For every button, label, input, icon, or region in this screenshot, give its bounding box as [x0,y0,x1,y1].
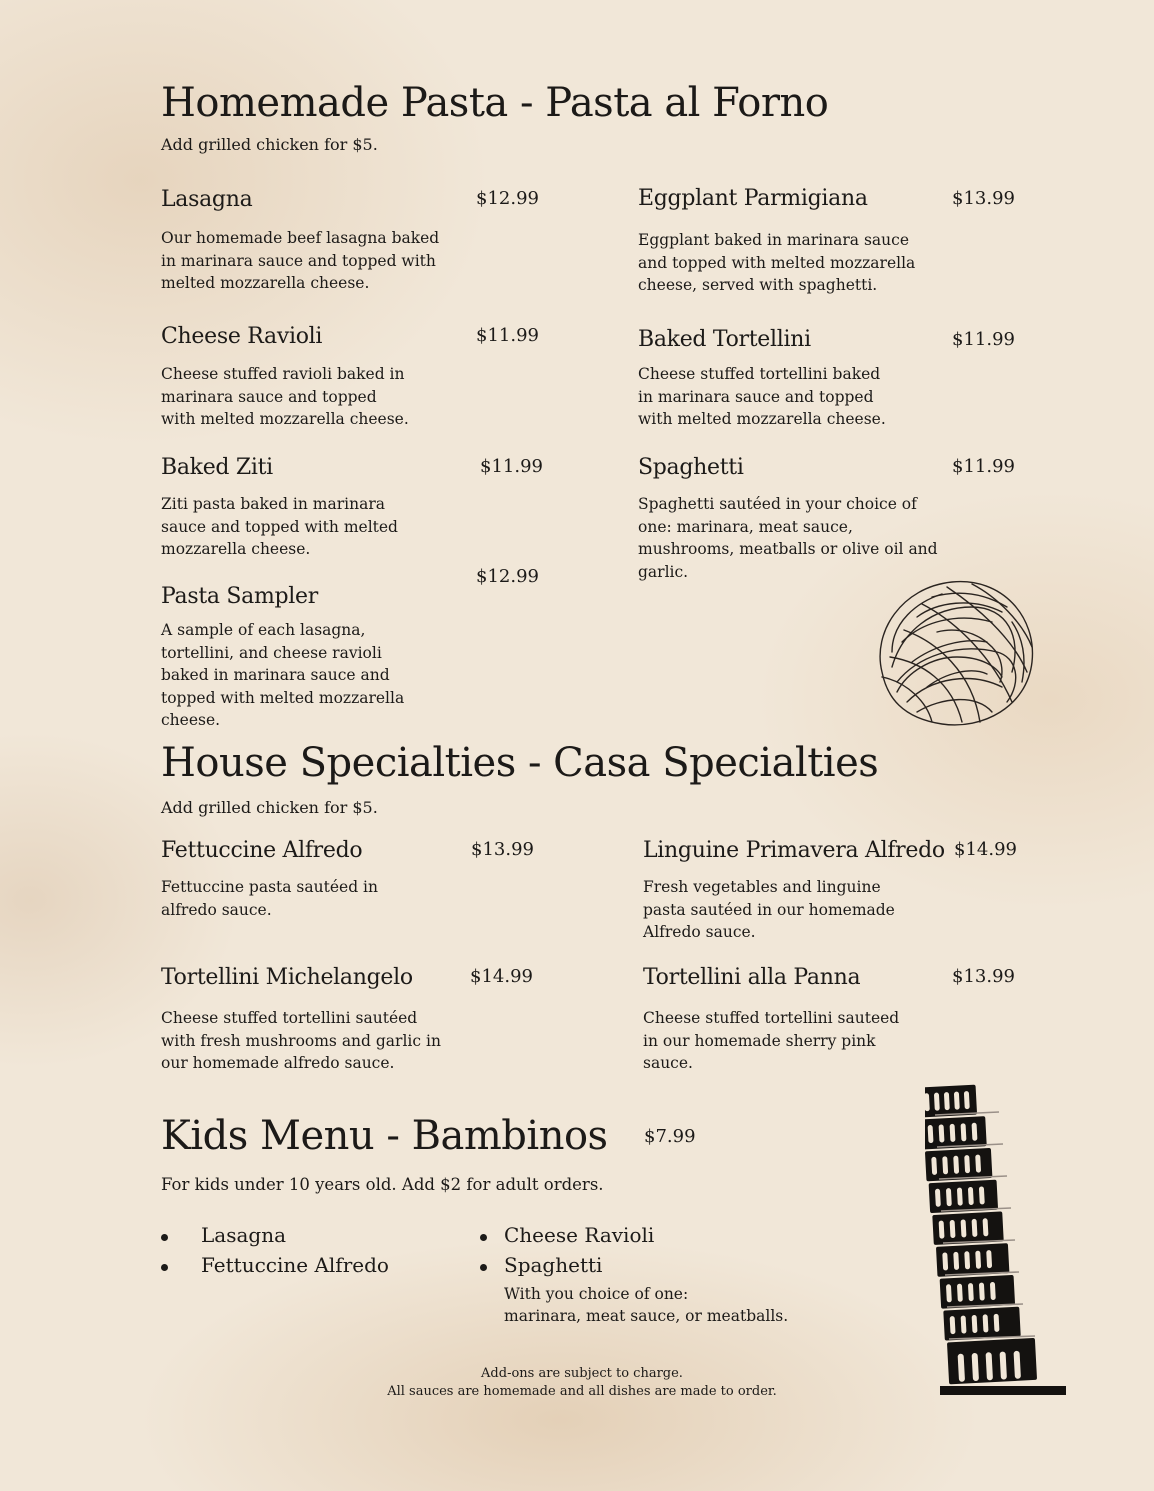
kids-menu-item: Spaghetti [504,1253,603,1277]
bullet [480,1264,487,1271]
menu-item-price: $11.99 [480,456,543,477]
kids-section-title: Kids Menu - Bambinos [161,1113,608,1159]
menu-item-description: Our homemade beef lasagna baked in marinara sauce and topped with melted mozzarella cheese. [161,229,440,292]
menu-item-name: Fettuccine Alfredo [161,838,363,863]
menu-item-price: $14.99 [470,966,533,987]
menu-item-price: $11.99 [476,325,539,346]
menu-item-price: $12.99 [476,566,539,587]
leaning-tower-of-pisa-icon [925,1080,1070,1400]
menu-item-price: $13.99 [952,188,1015,209]
menu-item-name: Baked Tortellini [638,327,811,352]
menu-item-name: Lasagna [161,187,253,212]
kids-spaghetti-note-line: marinara, meat sauce, or meatballs. [504,1307,789,1325]
pasta-nest-icon [862,562,1044,734]
menu-item-description: Fettuccine pasta sautéed in alfredo sauce. [161,878,378,919]
menu-item-name: Pasta Sampler [161,584,318,609]
kids-menu-item: Lasagna [201,1223,286,1247]
menu-item-price: $14.99 [954,839,1017,860]
house-section-note: Add grilled chicken for $5. [161,798,378,817]
menu-item-name: Eggplant Parmigiana [638,186,868,211]
menu-item-name: Cheese Ravioli [161,324,323,349]
menu-item-price: $13.99 [952,966,1015,987]
kids-menu-price: $7.99 [644,1126,696,1147]
menu-item-description: Eggplant baked in marinara sauce and topped with melted mozzarella cheese, served with spaghetti. [638,231,916,294]
menu-item-description: Spaghetti sautéed in your choice of one: marinara, meat sauce, mushrooms, meatballs or olive oil and garlic. [638,495,938,581]
kids-spaghetti-note-line: With you choice of one: [504,1285,689,1303]
menu-item-description: A sample of each lasagna, tortellini, and cheese ravioli baked in marinara sauce and topped with melted mozzarella cheese. [161,621,405,729]
menu-item-price: $12.99 [476,188,539,209]
menu-item-description: Cheese stuffed ravioli baked in marinara sauce and topped with melted mozzarella cheese. [161,365,409,428]
pasta-section-title: Homemade Pasta - Pasta al Forno [161,80,829,126]
kids-section-note: For kids under 10 years old. Add $2 for adult orders. [161,1175,604,1194]
bullet [480,1234,487,1241]
menu-item-description: Cheese stuffed tortellini sauteed in our homemade sherry pink sauce. [643,1009,900,1072]
bullet [161,1234,168,1241]
menu-item-name: Linguine Primavera Alfredo [643,838,945,863]
pasta-section-note: Add grilled chicken for $5. [161,135,378,154]
menu-item-price: $13.99 [471,839,534,860]
kids-menu-item: Cheese Ravioli [504,1223,655,1247]
menu-item-price: $11.99 [952,456,1015,477]
menu-item-description: Cheese stuffed tortellini sautéed with fresh mushrooms and garlic in our homemade alfredo sauce. [161,1009,441,1072]
house-section-title: House Specialties - Casa Specialties [161,740,879,786]
menu-item-price: $11.99 [952,329,1015,350]
menu-item-name: Baked Ziti [161,455,273,480]
menu-item-name: Spaghetti [638,455,744,480]
menu-item-name: Tortellini Michelangelo [161,965,413,990]
menu-item-description: Cheese stuffed tortellini baked in marinara sauce and topped with melted mozzarella cheese. [638,365,886,428]
kids-menu-item: Fettuccine Alfredo [201,1253,389,1277]
menu-item-description: Fresh vegetables and linguine pasta sautéed in our homemade Alfredo sauce. [643,878,895,941]
menu-item-description: Ziti pasta baked in marinara sauce and topped with melted mozzarella cheese. [161,495,398,558]
bullet [161,1264,168,1271]
footer-note-line: Add-ons are subject to charge. [481,1366,683,1381]
menu-item-name: Tortellini alla Panna [643,965,861,990]
footer-note-line: All sauces are homemade and all dishes are made to order. [387,1384,777,1399]
